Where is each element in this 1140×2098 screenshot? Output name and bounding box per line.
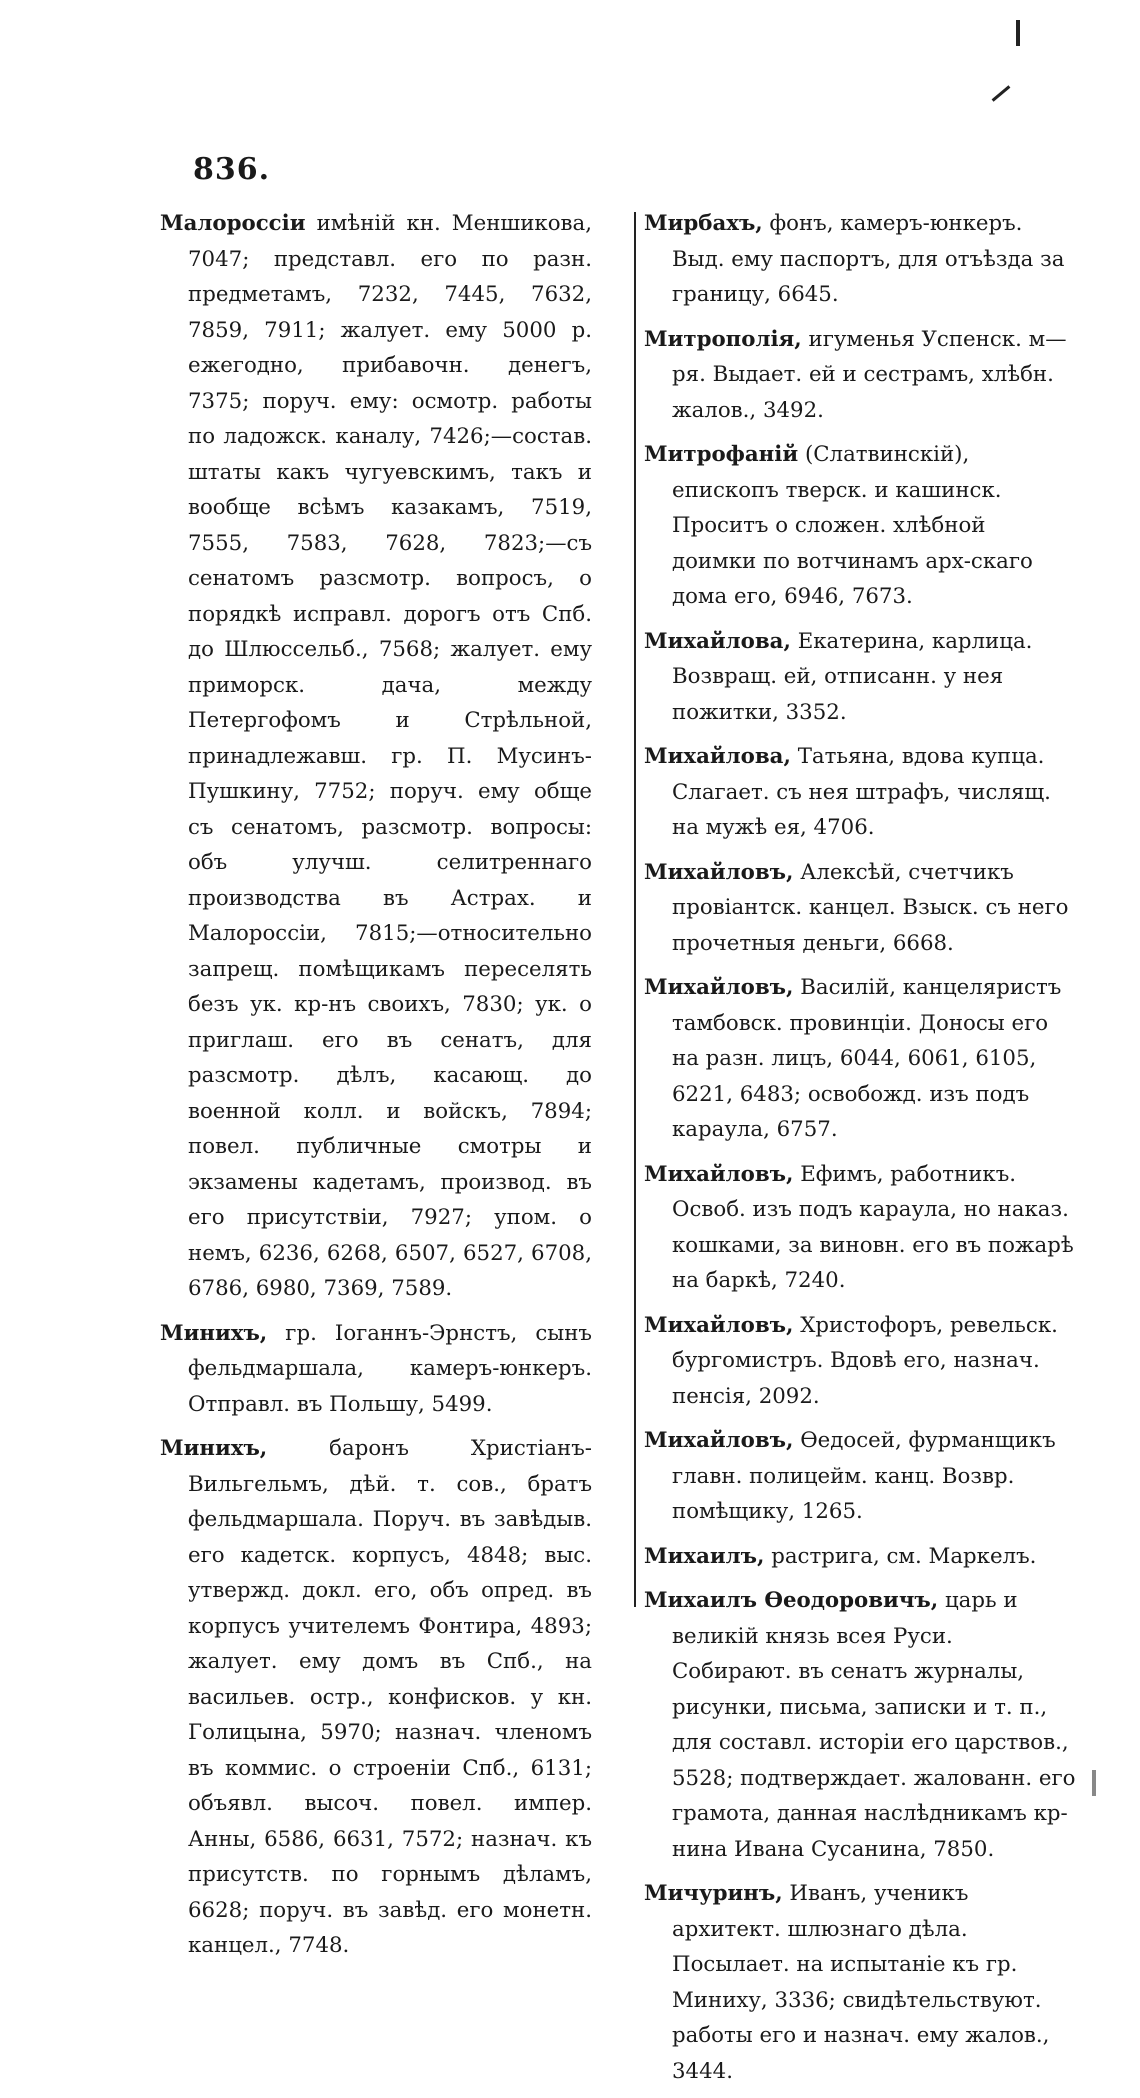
entry-head: Митрополія,	[644, 326, 802, 352]
index-entry	[644, 1876, 1076, 2089]
entry-text: Алексѣй, счетчикъ провіантск. канцел. Взыск. съ него прочетныя деньги, 6668.	[672, 859, 1069, 956]
page-number: 836.	[193, 152, 271, 187]
left-column	[160, 206, 592, 1973]
entry-head: Малороссіи	[160, 211, 306, 236]
index-entry	[644, 206, 1076, 313]
entry-head: Михайловъ,	[644, 975, 794, 1000]
scan-mark	[1016, 20, 1020, 46]
entry-text: Василій, канцеляристъ тамбовск. провинціи. Доносы его на разн. лицъ, 6044, 6061, 6105, 6221, 6483; освобожд. изъ подъ караула, 6757.	[672, 975, 1062, 1142]
entry-head: Митрофаній	[644, 442, 799, 467]
entry-text: Иванъ, ученикъ архитект. шлюзнаго дѣла. Посылает. на испытаніе къ гр. Миниху, 3336; свидѣтельствуют. работы его и назнач. ему жалов., 3444.	[672, 1881, 1050, 2084]
entry-text: Екатерина, карлица. Возвращ. ей, отписанн. у нея пожитки, 3352.	[672, 628, 1033, 725]
scan-mark	[1092, 1770, 1096, 1796]
entry-text: имѣній кн. Меншикова, 7047; представл. его по разн. предметамъ, 7232, 7445, 7632, 7859, 7911; жалует. ему 5000 р. ежегодно, прибавочн. денегъ, 7375; поруч. ему: осмотр. работы по ладожск. каналу, 7426;—состав. штаты какъ чугуевскимъ, такъ и вообще всѣмъ казакамъ, 7519, 7555, 7583, 7628, 7823;—съ сенатомъ разсмотр. вопросъ, о порядкѣ исправл. дорогъ отъ Спб. до Шлюссельб., 7568; жалует. ему приморск. дача, между Петергофомъ и Стрѣльной, принадлежавш. гр. П. Мусинъ-Пушкину, 7752; поруч. ему обще съ сенатомъ, разсмотр. вопросы: объ улучш. селитреннаго производства въ Астрах. и Малороссіи, 7815;—относительно запрещ. помѣщикамъ переселять безъ ук. кр-нъ своихъ, 7830; ук. о приглаш. его въ сенатъ, для разсмотр. дѣлъ, касающ. до военной колл. и войскъ, 7894; повел. публичные смотры и экзамены кадетамъ, производ. въ его присутствіи, 7927; упом. о немъ, 6236, 6268, 6507, 6527, 6708, 6786, 6980, 7369, 7589.	[188, 211, 592, 1301]
index-entry	[644, 1423, 1076, 1530]
index-entry	[644, 1539, 1076, 1575]
entry-head: Михайлова,	[644, 744, 791, 769]
entry-head: Михайловъ,	[644, 1428, 794, 1453]
entry-text: Ѳедосей, фурманщикъ главн. полицейм. канц. Возвр. помѣщику, 1265.	[672, 1428, 1056, 1524]
entry-head: Минихъ,	[160, 1436, 268, 1461]
entry-text: гр. Іоганнъ-Эрнстъ, сынъ фельдмаршала, камеръ-юнкеръ. Отправл. въ Польшу, 5499.	[188, 1320, 592, 1417]
index-entry	[160, 1431, 592, 1964]
right-column	[644, 206, 1076, 2098]
index-entry	[644, 1308, 1076, 1415]
entry-head: Михайловъ,	[644, 1161, 794, 1187]
column-divider	[634, 212, 636, 1607]
entry-head: Михаилъ Ѳеодоровичъ,	[644, 1588, 939, 1613]
entry-head: Мирбахъ,	[644, 211, 763, 236]
entry-head: Михайловъ,	[644, 1312, 794, 1338]
index-entry	[644, 322, 1076, 429]
index-entry	[644, 1583, 1076, 1867]
index-entry	[644, 624, 1076, 731]
index-entry	[160, 206, 592, 1307]
entry-text: фонъ, камеръ-юнкеръ. Выд. ему паспортъ, для отъѣзда за границу, 6645.	[672, 211, 1065, 307]
entry-text: Татьяна, вдова купца. Слагает. съ нея штрафъ, числящ. на мужѣ ея, 4706.	[672, 744, 1051, 840]
entry-head: Михаилъ,	[644, 1543, 765, 1569]
entry-head: Михайловъ,	[644, 859, 794, 885]
entry-text: Христофоръ, ревельск. бургомистръ. Вдовѣ его, назнач. пенсія, 2092.	[672, 1312, 1058, 1409]
entry-text: царь и великій князь всея Руси. Собирают. въ сенатъ журналы, рисунки, письма, записки и т. п., для составл. исторіи его царствов., 5528; подтверждает. жалованн. его грамота, данная наслѣдникамъ кр-нина Ивана Сусанина, 7850.	[672, 1588, 1076, 1862]
entry-text: баронъ Христіанъ-Вильгельмъ, дѣй. т. сов., братъ фельдмаршала. Поруч. въ завѣдыв. его кадетск. корпусъ, 4848; выс. утвержд. докл. его, объ опред. въ корпусъ учителемъ Фонтира, 4893; жалует. ему домъ въ Спб., на васильев. остр., конфисков. у кн. Голицына, 5970; назнач. членомъ въ коммис. о строеніи Спб., 6131; объявл. высоч. повел. импер. Анны, 6586, 6631, 7572; назнач. къ присутств. по горнымъ дѣламъ, 6628; поруч. въ завѣд. его монетн. канцел., 7748.	[188, 1436, 592, 1958]
entry-text: растрига, см. Маркелъ.	[771, 1543, 1037, 1569]
index-entry	[644, 970, 1076, 1148]
entry-head: Мичуринъ,	[644, 1881, 783, 1906]
index-entry	[644, 1157, 1076, 1299]
entry-text: Ефимъ, работникъ. Освоб. изъ подъ караула, но наказ. кошками, за виновн. его въ пожарѣ на баркѣ, 7240.	[672, 1161, 1074, 1293]
scan-mark	[992, 85, 1011, 101]
index-entry	[644, 739, 1076, 846]
entry-head: Михайлова,	[644, 628, 791, 654]
index-entry	[644, 437, 1076, 615]
index-entry	[644, 855, 1076, 962]
entry-text: игуменья Успенск. м—ря. Выдает. ей и сестрамъ, хлѣбн. жалов., 3492.	[672, 326, 1067, 423]
entry-text: (Слатвинскій), епископъ тверск. и кашинск. Проситъ о сложен. хлѣбной доимки по вотчинамъ арх-скаго дома его, 6946, 7673.	[672, 442, 1033, 609]
entry-head: Минихъ,	[160, 1320, 268, 1346]
index-entry	[160, 1316, 592, 1423]
